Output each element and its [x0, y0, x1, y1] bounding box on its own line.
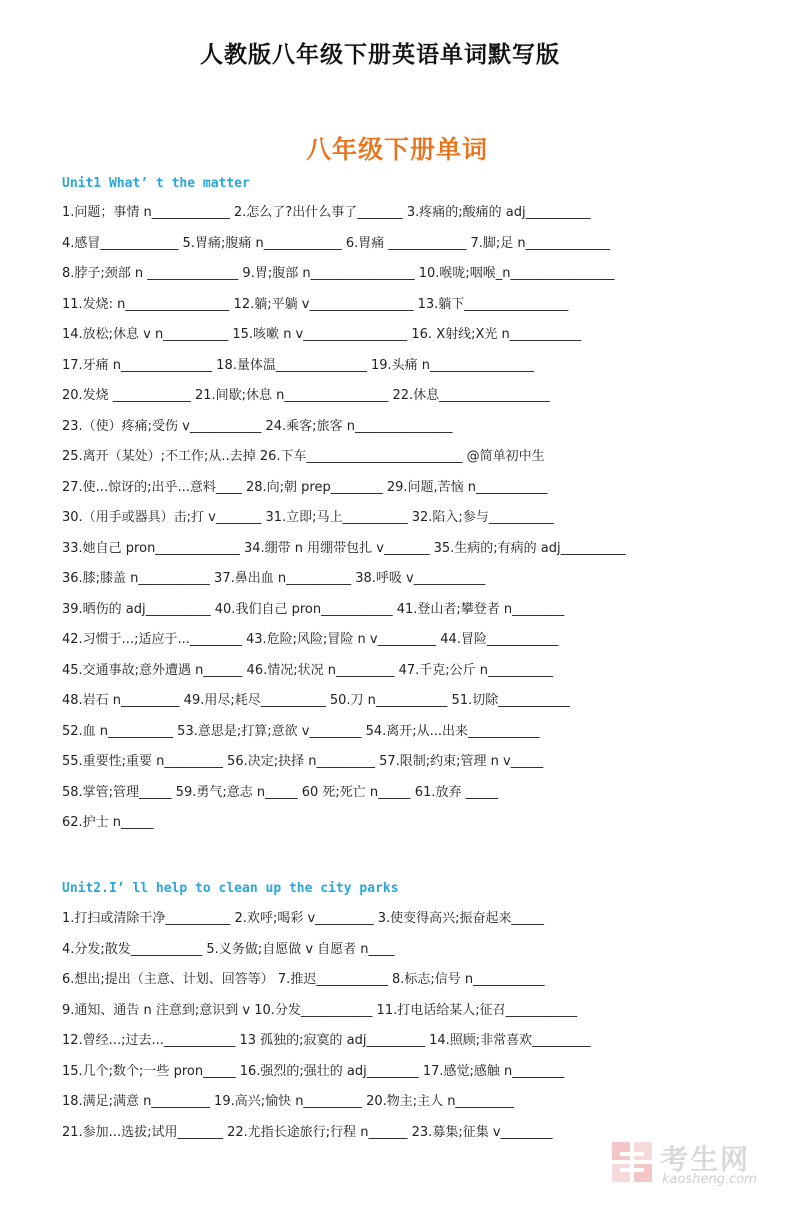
- watermark-logo-icon: [610, 1140, 654, 1184]
- watermark-name: 考生网: [660, 1143, 751, 1176]
- vocab-line: 17.牙痛 n______________ 18.量体温______________ 19.头痛 n________________: [62, 357, 535, 373]
- vocab-line: 1.问题；事情 n____________ 2.怎么了?出什么事了_______ 3.疼痛的;酸痛的 adj__________: [62, 205, 591, 220]
- document-title: 人教版八年级下册英语单词默写版: [200, 42, 560, 68]
- vocab-line: 23.（使）疼痛;受伤 v___________ 24.乘客;旅客 n_______________: [62, 418, 453, 434]
- vocab-line: 18.满足;满意 n_________ 19.高兴;愉快 n_________ 20.物主;主人 n_________: [62, 1094, 515, 1109]
- vocab-line: 39.晒伤的 adj__________ 40.我们自己 pron___________ 41.登山者;攀登者 n________: [62, 601, 565, 617]
- watermark: [610, 1138, 770, 1192]
- vocab-line: 11.发烧: n________________ 12.躺;平躺 v________________ 13.躺下________________: [62, 296, 569, 312]
- unit1-heading: Unit1 What’ t the matter: [62, 176, 250, 191]
- vocab-line: 25.离开（某处）;不工作;从..去掉 26.下车________________________ @简单初中生: [62, 449, 545, 464]
- unit1-word-list: [62, 198, 762, 839]
- vocab-line: 62.护士 n_____: [62, 815, 154, 830]
- unit2-heading: Unit2.I’ ll help to clean up the city parks: [62, 881, 399, 896]
- vocab-line: 30.（用手或器具）击;打 v_______ 31.立即;马上__________ 32.陷入;参与__________: [62, 510, 554, 525]
- vocab-line: 52.血 n__________ 53.意思是;打算;意欲 v________ 54.离开;从...出来___________: [62, 723, 540, 739]
- watermark-domain: kaosheng.com: [662, 1172, 757, 1187]
- vocab-line: 55.重要性;重要 n_________ 56.决定;抉择 n_________ 57.限制;约束;管理 n v_____: [62, 754, 544, 769]
- vocab-line: 36.膝;膝盖 n___________ 37.鼻出血 n__________ 38.呼吸 v___________: [62, 571, 486, 586]
- vocab-line: 33.她自己 pron_____________ 34.绷带 n 用绷带包扎 v_______ 35.生病的;有病的 adj__________: [62, 540, 626, 556]
- vocab-line: 48.岩石 n_________ 49.用尽;耗尽__________ 50.刀 n___________ 51.切除___________: [62, 693, 570, 708]
- section-title: 八年级下册单词: [305, 135, 488, 164]
- vocab-line: 15.几个;数个;一些 pron_____ 16.强烈的;强壮的 adj________ 17.感觉;感触 n________: [62, 1063, 565, 1079]
- vocab-line: 8.脖子;颈部 n ______________ 9.胃;腹部 n________________ 10.喉咙;咽喉_n________________: [62, 266, 615, 281]
- vocab-line: 21.参加...选拔;试用_______ 22.尤指长途旅行;行程 n______ 23.募集;征集 v________: [62, 1124, 553, 1140]
- vocab-line: 6.想出;提出（主意、计划、回答等） 7.推迟___________ 8.标志;信号 n___________: [62, 972, 545, 987]
- vocab-line: 58.掌管;管理_____ 59.勇气;意志 n_____ 60 死;死亡 n_____ 61.放弃 _____: [62, 784, 499, 800]
- vocab-line: 9.通知、通告 n 注意到;意识到 v 10.分发___________ 11.打电话给某人;征召___________: [62, 1002, 578, 1018]
- vocab-line: 4.分发;散发___________ 5.义务做;自愿做 v 自愿者 n____: [62, 941, 395, 957]
- vocab-line: 12.曾经...;过去...___________ 13 孤独的;寂寞的 adj_________ 14.照顾;非常喜欢_________: [62, 1033, 591, 1048]
- vocab-line: 27.使...惊讶的;出乎...意料____ 28.向;朝 prep________ 29.问题,苦恼 n___________: [62, 479, 548, 495]
- vocab-line: 14.放松;休息 v n__________ 15.咳嗽 n v________________ 16. X射线;X光 n___________: [62, 327, 582, 342]
- unit2-word-list: [62, 904, 762, 1148]
- vocab-line: 45.交通事故;意外遭遇 n______ 46.情况;状况 n_________ 47.千克;公斤 n__________: [62, 662, 554, 678]
- vocab-line: 42.习惯于...;适应于...________ 43.危险;风险;冒险 n v_________ 44.冒险___________: [62, 632, 559, 647]
- vocab-line: 20.发烧 ____________ 21.间歇;休息 n________________ 22.休息_________________: [62, 388, 550, 403]
- vocab-line: 4.感冒____________ 5.胃痛;腹痛 n____________ 6.胃痛 ____________ 7.脚;足 n_____________: [62, 235, 611, 251]
- vocab-line: 1.打扫或清除干净__________ 2.欢呼;喝彩 v_________ 3.使变得高兴;振奋起来_____: [62, 911, 545, 926]
